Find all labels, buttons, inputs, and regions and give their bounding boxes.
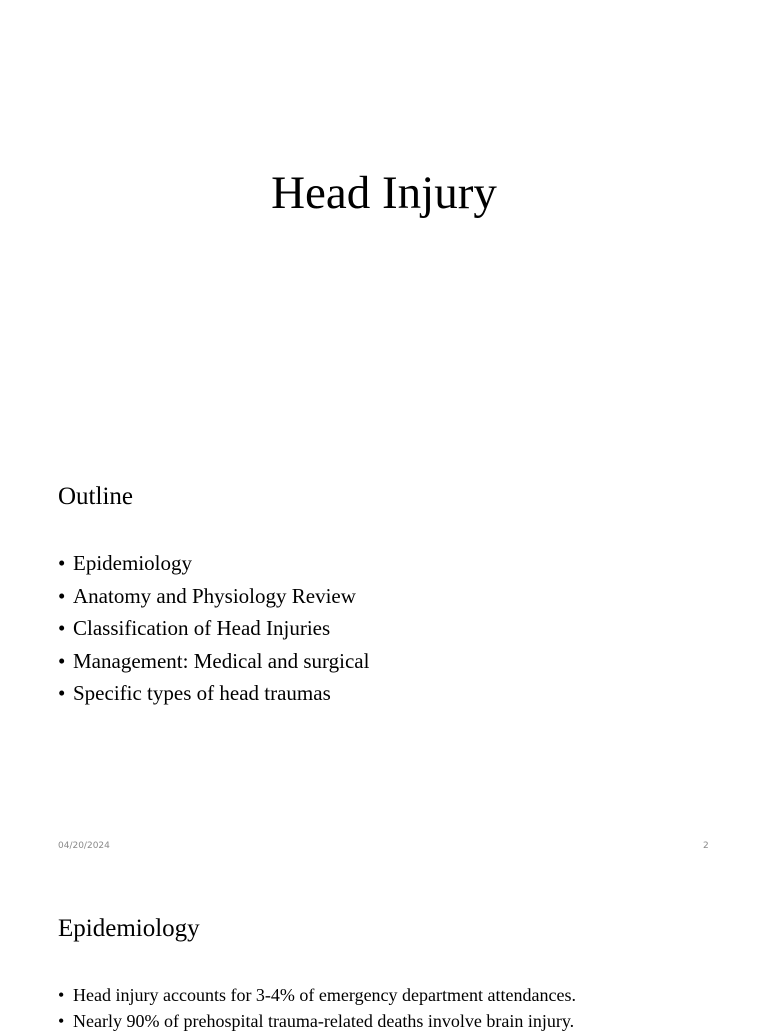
list-item	[58, 982, 758, 1008]
list-item-text: Specific types of head traumas	[73, 681, 331, 705]
bullet-icon: •	[58, 616, 66, 640]
list-item	[58, 612, 369, 645]
outline-heading: Outline	[58, 483, 133, 510]
outline-list	[58, 547, 369, 710]
bullet-icon: •	[58, 681, 66, 705]
list-item	[58, 547, 369, 580]
slide-title: Head Injury	[271, 167, 497, 219]
list-item	[58, 1008, 758, 1034]
list-item-text: Nearly 90% of prehospital trauma-related deaths involve brain injury.	[73, 1011, 575, 1031]
list-item	[58, 645, 369, 678]
list-item-text: Head injury accounts for 3-4% of emergency department attendances.	[73, 985, 576, 1005]
slide-page-number: 2	[703, 841, 709, 851]
list-item-text: Epidemiology	[73, 551, 192, 575]
bullet-icon: •	[58, 551, 66, 575]
list-item-text: Anatomy and Physiology Review	[73, 583, 356, 608]
slide-footer-date: 04/20/2024	[58, 841, 110, 851]
bullet-icon: •	[58, 648, 66, 673]
epidemiology-heading: Epidemiology	[58, 915, 200, 942]
bullet-icon: •	[58, 1011, 65, 1031]
bullet-icon: •	[58, 583, 66, 608]
bullet-icon: •	[58, 985, 65, 1005]
list-item-text: Management: Medical and surgical	[73, 648, 370, 673]
epidemiology-list	[58, 982, 758, 1034]
list-item	[58, 580, 369, 613]
list-item-text: Classification of Head Injuries	[73, 616, 331, 640]
list-item	[58, 677, 369, 710]
